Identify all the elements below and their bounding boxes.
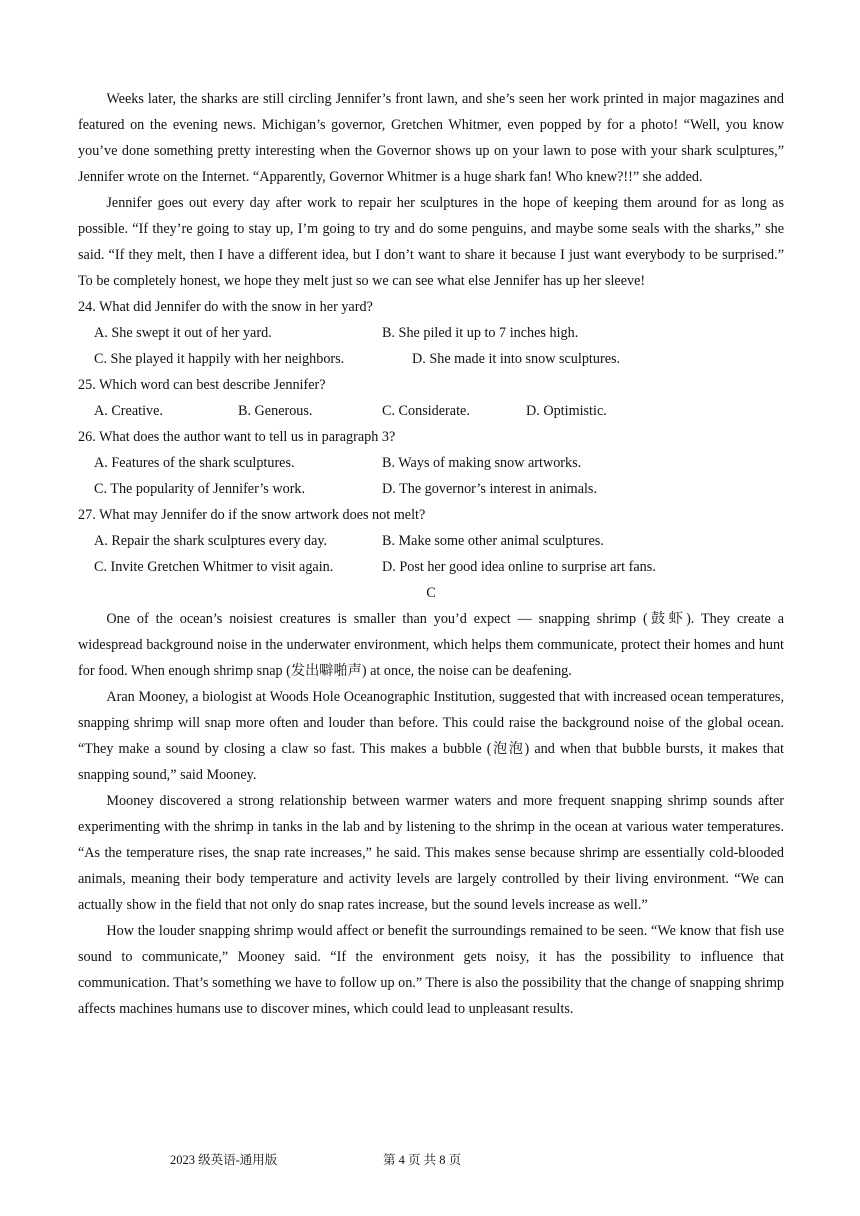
options-row xyxy=(78,554,784,580)
footer-course-label: 2023 级英语-通用版 xyxy=(170,1153,278,1167)
option-b: B. She piled it up to 7 inches high. xyxy=(382,325,579,341)
options-row xyxy=(78,476,784,502)
question-27 xyxy=(78,502,784,580)
option-c: C. She played it happily with her neighbors. xyxy=(94,351,345,367)
option-a: A. Repair the shark sculptures every day. xyxy=(94,533,328,549)
options-row xyxy=(78,398,784,424)
options-row xyxy=(78,346,784,372)
options-row xyxy=(78,320,784,346)
options-row xyxy=(78,450,784,476)
passage-paragraph: One of the ocean’s noisiest creatures is smaller than you’d expect — snapping shrimp (鼓虾). They create a widespread background noise in the underwater environment, which helps them communicate, protect their homes and hunt for food. When enough shrimp snap (发出噼啪声) at once, the noise can be deafening. xyxy=(78,611,784,679)
option-d: D. Post her good idea online to surprise art fans. xyxy=(382,559,656,575)
option-b: B. Generous. xyxy=(238,403,313,419)
option-c: C. Invite Gretchen Whitmer to visit again. xyxy=(94,559,334,575)
passage-paragraph: Aran Mooney, a biologist at Woods Hole Oceanographic Institution, suggested that with increased ocean temperatures, snapping shrimp will snap more often and louder than before. This could raise the background noise of the global ocean. “They make a sound by closing a claw so fast. This makes a bubble (泡泡) and when that bubble bursts, it makes that snapping sound,” said Mooney. xyxy=(78,689,784,783)
question-26 xyxy=(78,424,784,502)
option-b: B. Make some other animal sculptures. xyxy=(382,533,604,549)
question-stem: 26. What does the author want to tell us in paragraph 3? xyxy=(78,429,396,445)
option-a: A. Creative. xyxy=(94,403,163,419)
passage-paragraph: Mooney discovered a strong relationship between warmer waters and more frequent snapping shrimp sounds after experimenting with the shrimp in tanks in the lab and by listening to the shrimp in the ocean at various water temperatures. “As the temperature rises, the snap rate increases,” he said. This makes sense because shrimp are essentially cold-blooded animals, meaning their body temperature and activity levels are largely controlled by their living environment. “We can actually show in the field that not only do snap rates increase, but the sound levels increase as well.” xyxy=(78,793,784,913)
question-stem: 24. What did Jennifer do with the snow in her yard? xyxy=(78,299,373,315)
section-letter: C xyxy=(426,585,436,601)
passage-paragraph: How the louder snapping shrimp would affect or benefit the surroundings remained to be seen. “We know that fish use sound to communicate,” Mooney said. “If the environment gets noisy, it has the possibility to influence that communication. That’s something we have to follow up on.” There is also the possibility that the change of snapping shrimp affects machines humans use to discover mines, which could lead to unpleasant results. xyxy=(78,923,784,1017)
option-c: C. The popularity of Jennifer’s work. xyxy=(94,481,306,497)
options-row xyxy=(78,528,784,554)
passage-paragraph: Weeks later, the sharks are still circling Jennifer’s front lawn, and she’s seen her work printed in major magazines and featured on the evening news. Michigan’s governor, Gretchen Whitmer, even popped by for a photo! “Well, you know you’ve done something pretty interesting when the Governor shows up on your lawn to pose with your shark sculptures,” Jennifer wrote on the Internet. “Apparently, Governor Whitmer is a huge shark fan! Who knew?!!” she added. xyxy=(78,91,784,185)
question-25 xyxy=(78,372,784,424)
passage-paragraph: Jennifer goes out every day after work to repair her sculptures in the hope of keeping them around for as long as possible. “If they’re going to stay up, I’m going to try and do some penguins, and maybe some seals with the sharks,” she said. “If they melt, then I have a different idea, but I don’t want to share it because I just want everybody to be surprised.” To be completely honest, we hope they melt just so we can see what else Jennifer has up her sleeve! xyxy=(78,195,784,289)
option-a: A. She swept it out of her yard. xyxy=(94,325,272,341)
question-24 xyxy=(78,294,784,372)
option-d: D. Optimistic. xyxy=(526,403,607,419)
question-stem: 25. Which word can best describe Jennifer? xyxy=(78,377,326,393)
footer-page-number: 第 4 页 共 8 页 xyxy=(383,1153,462,1167)
option-d: D. The governor’s interest in animals. xyxy=(382,481,598,497)
option-c: C. Considerate. xyxy=(382,403,470,419)
question-stem: 27. What may Jennifer do if the snow artwork does not melt? xyxy=(78,507,426,523)
exam-page xyxy=(78,86,784,1022)
option-a: A. Features of the shark sculptures. xyxy=(94,455,295,471)
option-d: D. She made it into snow sculptures. xyxy=(412,351,621,367)
option-b: B. Ways of making snow artworks. xyxy=(382,455,582,471)
